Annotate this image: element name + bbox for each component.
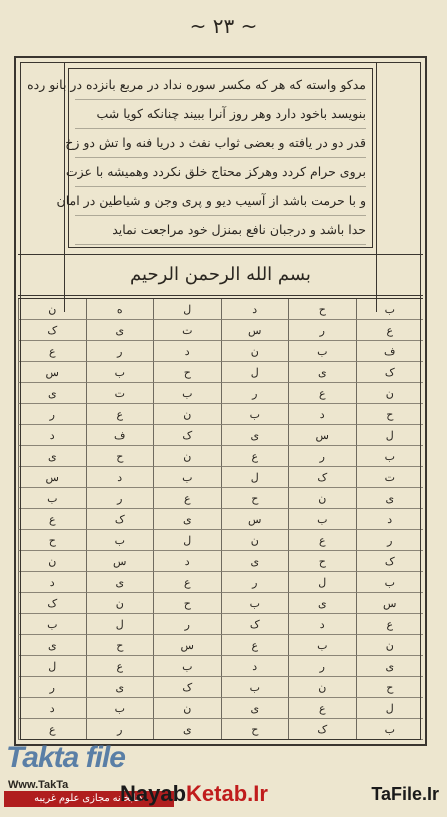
grid-cell: ی [86, 572, 154, 593]
grid-cell: س [153, 635, 221, 656]
grid-cell: ل [288, 572, 356, 593]
grid-cell: ب [356, 719, 424, 740]
main-text-block [27, 68, 373, 248]
grid-cell: ن [288, 677, 356, 698]
grid-cell: ر [288, 320, 356, 341]
grid-cell: ب [221, 593, 289, 614]
grid-cell: ر [86, 341, 154, 362]
table-heading: بسم الله الرحمن الرحيم [18, 254, 423, 296]
watermark-nayabketab [120, 781, 268, 807]
grid-cell: س [221, 509, 289, 530]
grid-cell: ی [288, 362, 356, 383]
grid-cell: ب [153, 467, 221, 488]
grid-cell: ی [18, 635, 86, 656]
watermark-red-bar: کتابخانه مجازی علوم غریبه [4, 791, 174, 807]
watermark-url: Www.TakTa [8, 779, 69, 791]
grid-cell: ل [18, 656, 86, 677]
grid-cell: ب [356, 572, 424, 593]
grid-cell: ب [86, 698, 154, 719]
grid-cell: ل [86, 614, 154, 635]
grid-cell: ل [153, 299, 221, 320]
grid-cell: ب [288, 635, 356, 656]
grid-cell: ل [221, 467, 289, 488]
page-number: ~ ٢٣ ~ [189, 14, 258, 38]
grid-cell: ن [18, 299, 86, 320]
grid-cell: ل [153, 530, 221, 551]
grid-cell: ی [153, 509, 221, 530]
grid-cell: ع [288, 383, 356, 404]
grid-cell: ع [18, 719, 86, 740]
grid-cell: ن [221, 530, 289, 551]
grid-cell: ی [288, 593, 356, 614]
grid-cell: د [356, 509, 424, 530]
grid-cell: ح [356, 677, 424, 698]
grid-cell: ح [288, 551, 356, 572]
grid-cell: د [221, 299, 289, 320]
grid-cell: ن [153, 446, 221, 467]
grid-cell: ب [288, 341, 356, 362]
text-line: مدکو واسته که هر که مکسر سوره نداد در مربع بانزده در بانو رده [75, 71, 366, 100]
grid-cell: ت [86, 383, 154, 404]
grid-cell: ر [356, 530, 424, 551]
grid-cell: ع [18, 341, 86, 362]
watermark-logo: Takta file [6, 741, 125, 774]
grid-cell: ن [18, 551, 86, 572]
grid-cell: ل [221, 362, 289, 383]
grid-cell: د [18, 425, 86, 446]
grid-cell: ن [356, 635, 424, 656]
grid-cell: ک [356, 362, 424, 383]
grid-cell: ع [356, 320, 424, 341]
grid-cell: ی [86, 320, 154, 341]
grid-cell: ر [288, 446, 356, 467]
grid-cell: ر [86, 488, 154, 509]
grid-cell: س [288, 425, 356, 446]
grid-cell: ن [356, 383, 424, 404]
grid-cell: ک [86, 509, 154, 530]
grid-cell: د [153, 551, 221, 572]
grid-cell: د [86, 467, 154, 488]
grid-cell: ب [86, 362, 154, 383]
grid-cell: ک [153, 677, 221, 698]
grid-cell: ب [356, 299, 424, 320]
grid-cell: ن [221, 341, 289, 362]
talisman-grid [18, 298, 423, 740]
grid-cell: ر [18, 404, 86, 425]
watermark-nayab: Nayab [120, 781, 187, 806]
grid-cell: ر [221, 572, 289, 593]
grid-cell: ت [356, 467, 424, 488]
grid-cell: ع [288, 530, 356, 551]
grid-cell: ب [356, 446, 424, 467]
grid-cell: ح [153, 593, 221, 614]
grid-cell: ل [356, 698, 424, 719]
grid-cell: ع [153, 572, 221, 593]
grid-cell: د [288, 614, 356, 635]
grid-cell: ی [18, 446, 86, 467]
watermark-ketab: Ketab.Ir [186, 781, 268, 806]
watermark-taktafile-right: TaFile.Ir [371, 784, 439, 804]
grid-cell: ی [153, 719, 221, 740]
grid-cell: ی [356, 656, 424, 677]
grid-cell: د [18, 572, 86, 593]
grid-cell: ف [356, 341, 424, 362]
grid-cell: ح [356, 404, 424, 425]
grid-cell: ح [18, 530, 86, 551]
grid-cell: س [18, 467, 86, 488]
grid-cell: ک [356, 551, 424, 572]
grid-cell: د [18, 698, 86, 719]
grid-cell: د [153, 341, 221, 362]
grid-cell: ف [86, 425, 154, 446]
grid-cell: ر [221, 383, 289, 404]
grid-cell: ح [153, 362, 221, 383]
grid-cell: ی [356, 488, 424, 509]
grid-cell: ک [221, 614, 289, 635]
grid-cell: س [221, 320, 289, 341]
grid-cell: ب [288, 509, 356, 530]
grid-cell: ح [86, 635, 154, 656]
grid-cell: س [86, 551, 154, 572]
grid-cell: ع [18, 509, 86, 530]
grid-cell: د [221, 656, 289, 677]
grid-cell: ی [18, 383, 86, 404]
grid-cell: ع [221, 635, 289, 656]
grid-cell: ب [18, 488, 86, 509]
text-line: بروی حرام کردد وهرکز محتاج خلق نکردد وهمیشه با عزت [75, 158, 366, 187]
watermark-taktafile [6, 741, 181, 791]
text-line: قدر دو در یافته و بعضی ثواب نفث د دریا فنه وا تش دو زخ [75, 129, 366, 158]
grid-cell: ن [288, 488, 356, 509]
grid-cell: ه [86, 299, 154, 320]
grid-cell: ع [288, 698, 356, 719]
grid-cell: س [356, 593, 424, 614]
grid-cell: ع [86, 656, 154, 677]
grid-cell: ت [153, 320, 221, 341]
grid-cell: ع [153, 488, 221, 509]
grid-cell: ح [221, 719, 289, 740]
text-line: بنویسد باخود دارد وهر روز آنرا ببیند چنانکه کویا شب [75, 100, 366, 129]
grid-cell: ک [18, 320, 86, 341]
grid-cell: ع [221, 446, 289, 467]
grid-cell: ب [18, 614, 86, 635]
text-line: حدا باشد و درجبان نافع بمنزل خود مراجعت نماید [75, 216, 366, 245]
grid-cell: ن [86, 593, 154, 614]
grid-cell: ک [153, 425, 221, 446]
grid-cell: ر [153, 614, 221, 635]
grid-cell: ح [221, 488, 289, 509]
grid-cell: ح [288, 299, 356, 320]
grid-cell: ک [288, 467, 356, 488]
grid-cell: ر [18, 677, 86, 698]
grid-cell: د [288, 404, 356, 425]
grid-cell: ب [153, 383, 221, 404]
grid-cell: ی [221, 551, 289, 572]
grid-cell: ر [86, 719, 154, 740]
grid-cell: ب [221, 677, 289, 698]
text-line: و با حرمت باشد از آسیب دیو و پری وجن و شیاطین در امان [75, 187, 366, 216]
grid-cell: ب [221, 404, 289, 425]
grid-cell: ک [288, 719, 356, 740]
grid-cell: ک [18, 593, 86, 614]
grid-cell: ی [221, 425, 289, 446]
grid-cell: ن [153, 698, 221, 719]
page-frame [14, 56, 427, 746]
grid-cell: ح [86, 446, 154, 467]
grid-cell: ر [288, 656, 356, 677]
grid-cell: ل [356, 425, 424, 446]
grid-cell: ی [86, 677, 154, 698]
grid-cell: ع [86, 404, 154, 425]
grid-cell: ب [86, 530, 154, 551]
grid-cell: س [18, 362, 86, 383]
grid-cell: ی [221, 698, 289, 719]
grid-cell: ن [153, 404, 221, 425]
grid-cell: ع [356, 614, 424, 635]
grid-cell: ب [153, 656, 221, 677]
